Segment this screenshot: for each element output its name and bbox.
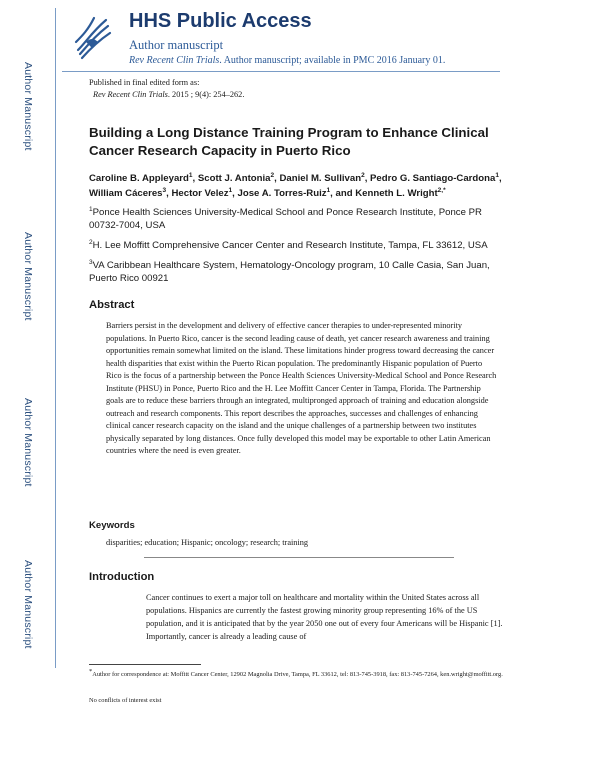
- author[interactable]: Pedro G. Santiago-Cardona$^1$: [370, 171, 499, 184]
- citation-line: [89, 89, 244, 101]
- keywords-list: disparities; education; Hispanic; oncology; research; training: [106, 538, 309, 547]
- sidebar-label: Author Manuscript: [22, 560, 34, 649]
- author[interactable]: Kenneth L. Wright$^{2,*}$: [355, 186, 446, 199]
- hhs-eagle-logo-icon: [72, 12, 112, 60]
- sidebar-label: Author Manuscript: [22, 398, 34, 487]
- abstract-body: Barriers persist in the development and delivery of effective cancer therapies to under-represented minority populations. In Puerto Rico, cancer is the second leading cause of death, yet cancer research awareness and training opportunities remain somewhat limited on the island. These limitations hinder progress toward decreasing the cancer health disparities that exist within the Puerto Rican population. The predominantly Hispanic population of Puerto Rico is the focus of a partnership between the Ponce Health Sciences University-Medical School and Ponce Research Institute (PHSU) in Ponce, Puerto Rico and the H. Lee Moffitt Cancer Center in Tampa, Florida. The Partnership goals are to reduce these barriers through an integrated, multipronged approach of training and education alongside outreach and research components. This report describes the approaches, successes and challenges of enhancing clinical cancer research capacity on the island and the unique challenges of a partnership between two institutes physically separated by long distances. Once fully developed this model may be exportable to other Latin American countries where the need is even greater.: [106, 321, 497, 455]
- author[interactable]: Daniel M. Sullivan$^2$: [279, 171, 365, 184]
- sidebar-label: Author Manuscript: [22, 62, 34, 151]
- header-subtitle: Author manuscript: [129, 38, 224, 52]
- keywords-heading: Keywords: [89, 520, 135, 531]
- header-journal-line: [129, 55, 445, 66]
- introduction-body: Cancer continues to exert a major toll on healthcare and mortality within the United States across all populations. Hispanics are currently the fastest growing minority group representing 16% of the US population, and it is anticipated that by the year 2050 one out of every four Americans will be Hispanic [1]. Importantly, cancer is already a leading cause of: [146, 593, 503, 641]
- journal-name[interactable]: Rev Recent Clin Trials: [129, 55, 220, 66]
- author[interactable]: Jose A. Torres-Ruiz$^1$: [237, 186, 331, 199]
- header-title: HHS Public Access: [129, 10, 312, 32]
- affiliation: $^3$VA Caribbean Healthcare System, Hematology-Oncology program, 10 Calle Casia, San Juan, Puerto Rico 00921: [89, 258, 490, 284]
- abstract-heading: Abstract: [89, 299, 135, 311]
- keywords-divider: [144, 557, 454, 558]
- conflicts-footnote: No conflicts of interest exist: [89, 697, 162, 704]
- citation-journal: Rev Recent Clin Trials: [93, 90, 168, 99]
- author[interactable]: William Cáceres$^3$: [89, 186, 167, 199]
- paper-title: Building a Long Distance Training Program to Enhance Clinical Cancer Research Capacity in Puerto Rico: [89, 125, 489, 158]
- author[interactable]: Scott J. Antonia$^2$: [197, 171, 275, 184]
- footnote-divider: [89, 664, 201, 665]
- affiliation: $^2$H. Lee Moffitt Comprehensive Cancer Center and Research Institute, Tampa, FL 33612, USA: [89, 238, 488, 251]
- sidebar-label: Author Manuscript: [22, 232, 34, 321]
- author[interactable]: Caroline B. Appleyard$^1$: [89, 171, 193, 184]
- author-list: Caroline B. Appleyard$^1$, Scott J. Antonia$^2$, Daniel M. Sullivan$^2$, Pedro G. Santiago-Cardona$^1$, William Cáceres$^3$, Hector Velez$^1$, Jose A. Torres-Ruiz$^1$, and Kenneth L. Wright$^{2,*}$: [89, 171, 502, 199]
- header-divider: [62, 71, 500, 72]
- availability-text: . Author manuscript; available in PMC 2016 January 01.: [219, 55, 446, 66]
- sidebar-divider: [55, 8, 56, 668]
- author[interactable]: Hector Velez$^1$: [171, 186, 233, 199]
- citation-details: . 2015 ; 9(4): 254–262.: [167, 90, 245, 99]
- publication-note: [89, 77, 244, 101]
- publication-line: Published in final edited form as:: [89, 78, 200, 87]
- affiliation: $^1$Ponce Health Sciences University-Medical School and Ponce Research Institute, Ponce PR 00732-7004, USA: [89, 205, 482, 231]
- correspondence-footnote: *Author for correspondence at: Moffitt Cancer Center, 12902 Magnolia Drive, Tampa, FL 33612, tel: 813-745-3918, fax: 813-745-7264, ken.wright@moffitt.org.: [89, 667, 503, 678]
- introduction-heading: Introduction: [89, 571, 155, 583]
